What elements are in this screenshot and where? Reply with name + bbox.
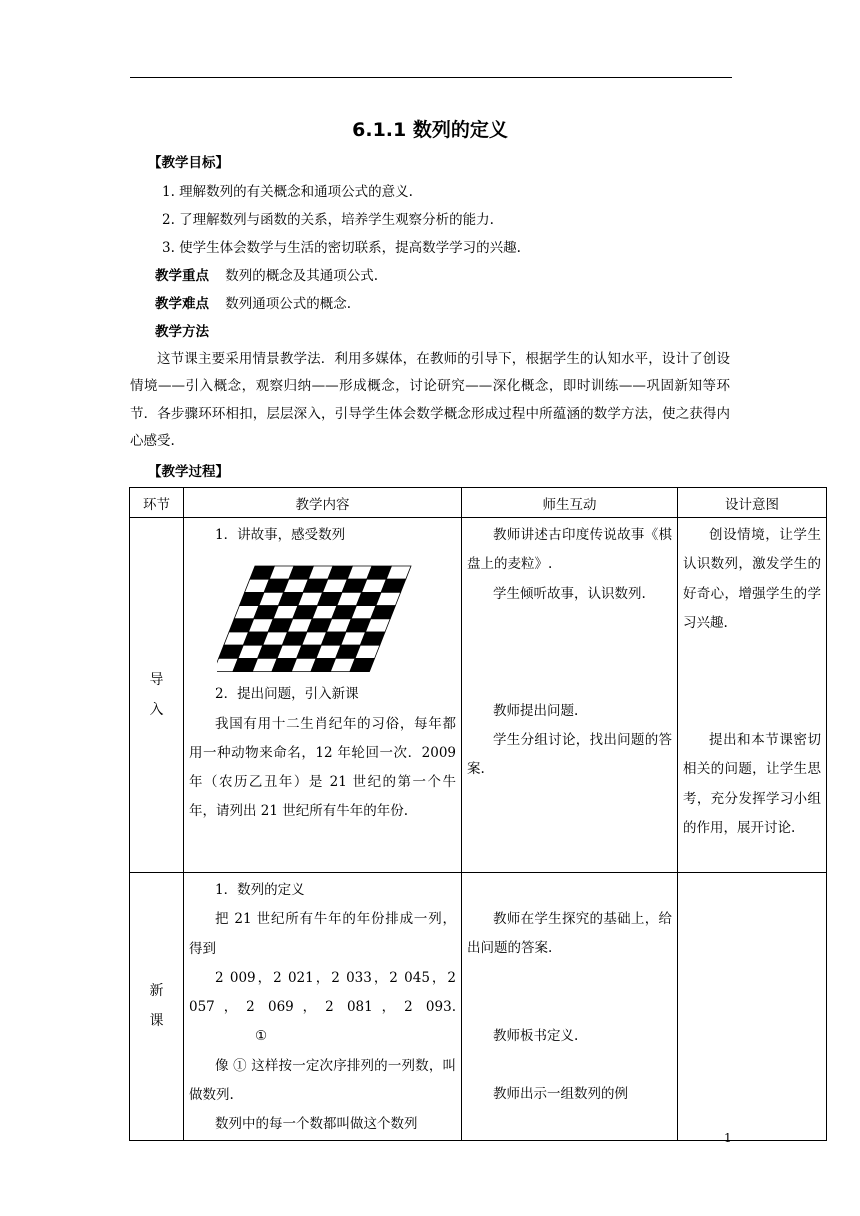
stage-char: 入: [149, 702, 164, 718]
page-title: 6.1.1 数列的定义: [352, 119, 508, 141]
teaching-process-table: [129, 487, 827, 1141]
table-header-row: [130, 488, 827, 518]
objective-item: 3. 使学生体会数学与生活的密切联系，提高数学学习的兴趣.: [162, 240, 521, 256]
difficulty-label: 教学难点: [155, 296, 209, 312]
page-number: 1: [724, 1131, 732, 1145]
difficulty-text: 数列通项公式的概念.: [225, 296, 352, 312]
chessboard-image: [217, 564, 415, 676]
content-paragraph: 数列中的每一个数都叫做这个数列: [215, 1116, 418, 1133]
content-paragraph: 把 21 世纪所有牛年的年份排成一列，得到: [189, 911, 456, 957]
difficulty-line: [155, 295, 351, 313]
content-step-1: 1．讲故事，感受数列: [215, 527, 346, 543]
stage-char: 课: [149, 1013, 164, 1030]
interaction-cell-new: [462, 873, 678, 1141]
content-step-2-body: 我国有用十二生肖纪年的习俗，每年都用一种动物来命名，12 年轮回一次．2009 年（农历乙丑年）是 21 世纪的第一个牛年，请列出 21 世纪所有牛年的年份.: [189, 715, 456, 820]
content-paragraph: 像 ① 这样按一定次序排列的一列数，叫做数列.: [189, 1057, 456, 1104]
content-step-2-head: 2．提出问题，引入新课: [215, 686, 359, 703]
content-cell-new: [184, 873, 462, 1141]
stage-cell-new: [130, 873, 184, 1141]
intent-cell-intro: [678, 518, 827, 873]
interaction-text: 教师在学生探究的基础上，给出问题的答案.: [467, 911, 672, 957]
interaction-text: 教师讲述古印度传说故事《棋盘上的麦粒》.: [467, 527, 672, 573]
stage-char: 导: [149, 672, 164, 688]
header-stage: 环节: [130, 488, 184, 518]
intent-text: 创设情境，让学生认识数列，激发学生的好奇心，增强学生的学习兴趣.: [683, 527, 821, 631]
table-row: [130, 518, 827, 873]
key-point-text: 数列的概念及其通项公式.: [225, 268, 379, 284]
header-content: 教学内容: [184, 488, 462, 518]
method-label: 教学方法: [155, 324, 209, 340]
stage-char: 新: [149, 983, 164, 1000]
interaction-text: 教师出示一组数列的例: [493, 1085, 628, 1102]
objective-item: 1. 理解数列的有关概念和通项公式的意义.: [162, 184, 413, 200]
stage-cell-intro: [130, 518, 184, 873]
objective-item: 2. 了理解数列与函数的关系，培养学生观察分析的能力.: [162, 212, 494, 228]
interaction-cell-intro: [462, 518, 678, 873]
objectives-heading: 【教学目标】: [148, 155, 229, 171]
interaction-text: 学生倾听故事，认识数列.: [493, 585, 646, 602]
sequence-values: 2 009，2 021，2 033，2 045，2 057，2 069，2 081，2 093.: [189, 969, 456, 1016]
interaction-text: 教师板书定义.: [493, 1027, 579, 1044]
intent-cell-new: [678, 873, 827, 1141]
sequence-mark: ①: [255, 1028, 268, 1045]
header-intent: 设计意图: [678, 488, 827, 518]
header-rule: [130, 77, 732, 78]
key-point-line: [155, 267, 378, 285]
table-row: [130, 873, 827, 1141]
content-definition-head: 1．数列的定义: [215, 882, 305, 898]
process-heading: 【教学过程】: [148, 464, 229, 480]
interaction-text: 教师提出问题.: [493, 702, 579, 719]
intent-text: 提出和本节课密切相关的问题，让学生思考，充分发挥学习小组的作用，展开讨论.: [683, 732, 821, 837]
interaction-text: 学生分组讨论，找出问题的答案.: [467, 732, 672, 778]
header-interaction: 师生互动: [462, 488, 678, 518]
content-cell-intro: [184, 518, 462, 873]
sequence-line: [189, 964, 456, 1052]
key-point-label: 教学重点: [155, 268, 209, 284]
method-text: 这节课主要采用情景教学法．利用多媒体，在教师的引导下，根据学生的认知水平，设计了创设情境——引入概念，观察归纳——形成概念，讨论研究——深化概念，即时训练——巩固新知等环节．各步骤环环相扣，层层深入，引导学生体会数学概念形成过程中所蕴涵的数学方法，使之获得内心感受.: [130, 351, 730, 449]
